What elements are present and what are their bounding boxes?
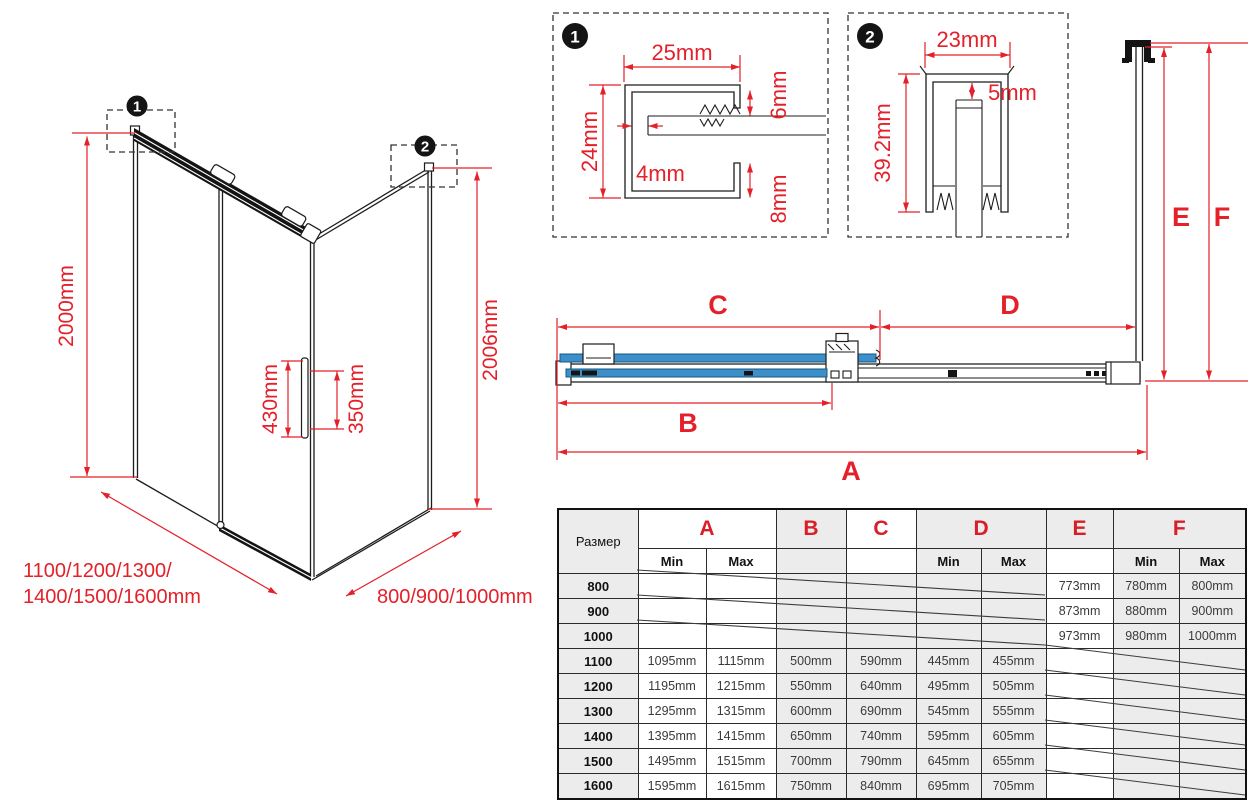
cell bbox=[706, 599, 776, 624]
fixed-panel-edge bbox=[219, 187, 223, 526]
callout-1-box bbox=[107, 110, 175, 152]
cell: 645mm bbox=[916, 749, 981, 774]
row-size: 1300 bbox=[558, 699, 638, 724]
size-table bbox=[557, 508, 1247, 800]
e-sub-header bbox=[1046, 549, 1113, 574]
cell: 595mm bbox=[916, 724, 981, 749]
detail-1-topgap-label: 6mm bbox=[766, 70, 791, 120]
cell: 1395mm bbox=[638, 724, 706, 749]
door-handle bbox=[302, 358, 309, 438]
cell bbox=[776, 599, 846, 624]
cell: 740mm bbox=[846, 724, 916, 749]
col-header-f: F bbox=[1113, 509, 1246, 549]
detail-1-botgap-label: 8mm bbox=[766, 174, 791, 224]
plan-label-e: E bbox=[1171, 202, 1191, 232]
col-header-b: B bbox=[776, 509, 846, 549]
cell: 1515mm bbox=[706, 749, 776, 774]
cell bbox=[1179, 699, 1246, 724]
detail-2-gap-label: 5mm bbox=[988, 80, 1037, 105]
cell: 1415mm bbox=[706, 724, 776, 749]
size-table-section bbox=[557, 508, 1247, 800]
cell bbox=[1113, 749, 1179, 774]
f-min-header: Min bbox=[1113, 549, 1179, 574]
detail-1-slot-label: 4mm bbox=[636, 161, 685, 186]
row-size: 1200 bbox=[558, 674, 638, 699]
cell: 873mm bbox=[1046, 599, 1113, 624]
cell bbox=[1179, 674, 1246, 699]
cell: 495mm bbox=[916, 674, 981, 699]
cell bbox=[1113, 649, 1179, 674]
plan-label-d: D bbox=[1000, 290, 1020, 320]
glass-section-2 bbox=[956, 100, 982, 237]
cell bbox=[981, 599, 1046, 624]
cell: 650mm bbox=[776, 724, 846, 749]
cell: 1295mm bbox=[638, 699, 706, 724]
row-size: 1000 bbox=[558, 624, 638, 649]
cell bbox=[638, 624, 706, 649]
gasket-2 bbox=[933, 186, 1001, 210]
cell: 980mm bbox=[1113, 624, 1179, 649]
cell: 655mm bbox=[981, 749, 1046, 774]
cell: 1095mm bbox=[638, 649, 706, 674]
cell: 695mm bbox=[916, 774, 981, 799]
col-header-d: D bbox=[916, 509, 1046, 549]
cell: 790mm bbox=[846, 749, 916, 774]
detail-2-width-label: 23mm bbox=[936, 27, 998, 52]
width-options-line1: 1100/1200/1300/ bbox=[23, 560, 172, 582]
detail-2-height-label: 39.2mm bbox=[870, 103, 895, 183]
cell bbox=[981, 624, 1046, 649]
plan-label-c: C bbox=[708, 290, 728, 320]
cell bbox=[1113, 724, 1179, 749]
cell bbox=[981, 574, 1046, 599]
cell bbox=[638, 599, 706, 624]
floor-right-edge bbox=[312, 508, 431, 580]
cell: 555mm bbox=[981, 699, 1046, 724]
cell: 1615mm bbox=[706, 774, 776, 799]
row-size: 1400 bbox=[558, 724, 638, 749]
cell: 1115mm bbox=[706, 649, 776, 674]
cell bbox=[846, 624, 916, 649]
cell: 1315mm bbox=[706, 699, 776, 724]
cell bbox=[706, 624, 776, 649]
cell: 700mm bbox=[776, 749, 846, 774]
depth-options-label: 800/900/1000mm bbox=[377, 586, 533, 608]
iso-view bbox=[23, 96, 533, 609]
row-size: 1500 bbox=[558, 749, 638, 774]
cell: 773mm bbox=[1046, 574, 1113, 599]
cell: 445mm bbox=[916, 649, 981, 674]
iso-height-left-label: 2000mm bbox=[55, 265, 78, 347]
cell bbox=[776, 624, 846, 649]
plan-label-a: A bbox=[841, 456, 861, 486]
cell: 705mm bbox=[981, 774, 1046, 799]
cell: 1215mm bbox=[706, 674, 776, 699]
row-size: 900 bbox=[558, 599, 638, 624]
carriage-left bbox=[583, 344, 614, 364]
cell: 750mm bbox=[776, 774, 846, 799]
cell: 505mm bbox=[981, 674, 1046, 699]
side-panel-edge bbox=[428, 167, 432, 510]
cell: 545mm bbox=[916, 699, 981, 724]
cell bbox=[1046, 774, 1113, 799]
cell bbox=[1113, 674, 1179, 699]
callout-1-number: 1 bbox=[132, 98, 142, 116]
door-left-edge bbox=[134, 131, 138, 478]
cell bbox=[1046, 749, 1113, 774]
cell bbox=[1046, 674, 1113, 699]
cell bbox=[1046, 699, 1113, 724]
detail-1-number: 1 bbox=[570, 27, 580, 47]
row-size: 1600 bbox=[558, 774, 638, 799]
col-header-c: C bbox=[846, 509, 916, 549]
cell bbox=[638, 574, 706, 599]
cell bbox=[1113, 699, 1179, 724]
row-size: 1100 bbox=[558, 649, 638, 674]
fixed-panel-glass bbox=[566, 369, 827, 377]
handle-inner-label: 350mm bbox=[345, 363, 368, 435]
side-panel-top-edge bbox=[314, 168, 429, 241]
top-cap-right bbox=[425, 163, 434, 171]
cell bbox=[1179, 774, 1246, 799]
iso-height-right-label: 2006mm bbox=[479, 299, 502, 381]
a-max-header: Max bbox=[706, 549, 776, 574]
cell: 590mm bbox=[846, 649, 916, 674]
cell bbox=[846, 599, 916, 624]
cell bbox=[1046, 649, 1113, 674]
cell bbox=[1179, 724, 1246, 749]
cell: 973mm bbox=[1046, 624, 1113, 649]
cell: 1195mm bbox=[638, 674, 706, 699]
d-min-header: Min bbox=[916, 549, 981, 574]
col-header-a: A bbox=[638, 509, 776, 549]
table-row bbox=[558, 649, 1246, 674]
table-row bbox=[558, 574, 1246, 599]
cell: 1495mm bbox=[638, 749, 706, 774]
table-row bbox=[558, 674, 1246, 699]
cell: 840mm bbox=[846, 774, 916, 799]
cell bbox=[776, 574, 846, 599]
cell bbox=[916, 624, 981, 649]
cell: 455mm bbox=[981, 649, 1046, 674]
col-header-e: E bbox=[1046, 509, 1113, 549]
plan-label-b: B bbox=[678, 408, 698, 438]
cell bbox=[1179, 749, 1246, 774]
f-max-header: Max bbox=[1179, 549, 1246, 574]
glass-section-1 bbox=[648, 116, 826, 135]
table-row bbox=[558, 774, 1246, 799]
table-row bbox=[558, 699, 1246, 724]
c-sub-header bbox=[846, 549, 916, 574]
detail-2-number: 2 bbox=[865, 27, 875, 47]
cell: 640mm bbox=[846, 674, 916, 699]
cell bbox=[706, 574, 776, 599]
cell bbox=[1113, 774, 1179, 799]
carriage-knob bbox=[836, 334, 848, 342]
table-row bbox=[558, 624, 1246, 649]
cell: 800mm bbox=[1179, 574, 1246, 599]
cell: 900mm bbox=[1179, 599, 1246, 624]
cell: 880mm bbox=[1113, 599, 1179, 624]
cell bbox=[1179, 649, 1246, 674]
b-sub-header bbox=[776, 549, 846, 574]
table-row bbox=[558, 599, 1246, 624]
cell: 500mm bbox=[776, 649, 846, 674]
handle-outer-label: 430mm bbox=[259, 363, 282, 435]
cell bbox=[916, 574, 981, 599]
cell: 605mm bbox=[981, 724, 1046, 749]
corner-post bbox=[311, 233, 315, 577]
cell: 1595mm bbox=[638, 774, 706, 799]
table-row bbox=[558, 749, 1246, 774]
side-panel-plan bbox=[1136, 44, 1143, 361]
cell: 690mm bbox=[846, 699, 916, 724]
detail-2 bbox=[848, 13, 1068, 237]
a-min-header: Min bbox=[638, 549, 706, 574]
plan-label-f: F bbox=[1213, 202, 1231, 232]
cell bbox=[916, 599, 981, 624]
cell: 600mm bbox=[776, 699, 846, 724]
col-header-size: Размер bbox=[558, 509, 638, 574]
callout-2-number: 2 bbox=[420, 138, 430, 156]
detail-1-height-label: 24mm bbox=[577, 110, 602, 173]
detail-1-width-label: 25mm bbox=[651, 40, 713, 65]
row-size: 800 bbox=[558, 574, 638, 599]
detail-1 bbox=[553, 13, 828, 237]
bottom-guide bbox=[217, 522, 224, 529]
table-row bbox=[558, 724, 1246, 749]
plan-view bbox=[556, 40, 1248, 486]
top-rail bbox=[134, 128, 313, 244]
cell: 550mm bbox=[776, 674, 846, 699]
width-options-line2: 1400/1500/1600mm bbox=[23, 586, 201, 608]
cell bbox=[1046, 724, 1113, 749]
cell bbox=[846, 574, 916, 599]
cell: 1000mm bbox=[1179, 624, 1246, 649]
cell: 780mm bbox=[1113, 574, 1179, 599]
d-max-header: Max bbox=[981, 549, 1046, 574]
